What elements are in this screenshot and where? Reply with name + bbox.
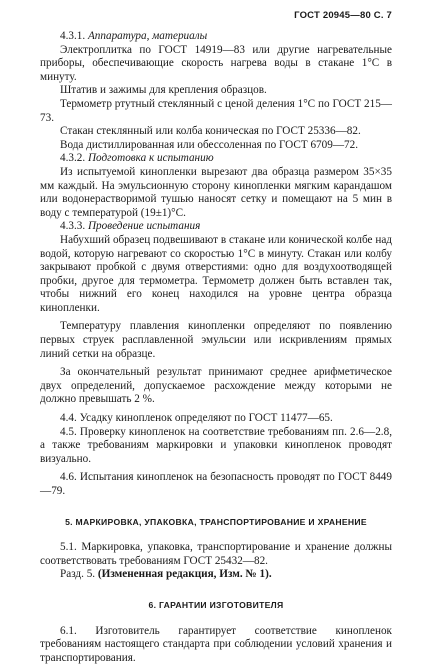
heading-4-3-1 bbox=[40, 30, 392, 44]
paragraph-4-6: 4.6. Испытания кинопленок на безопасность проводят по ГОСТ 8449—79. bbox=[40, 471, 392, 497]
heading-number: 4.3.1. bbox=[60, 30, 86, 42]
page-header: ГОСТ 20945—80 С. 7 bbox=[294, 10, 392, 21]
paragraph-melting-point: Температуру плавления кинопленки определяют по появлению первых струек расплавленной эмульсии или искривлениям прямых линий сетки на образце. bbox=[40, 320, 392, 360]
paragraph-thermometer: Термометр ртутный стеклянный с ценой деления 1°С по ГОСТ 215—73. bbox=[40, 97, 392, 124]
paragraph-glass: Стакан стеклянный или колба коническая по ГОСТ 25336—82. bbox=[60, 125, 361, 138]
paragraph-stand: Штатив и зажимы для крепления образцов. bbox=[60, 84, 267, 97]
heading-4-3-3 bbox=[40, 220, 392, 234]
paragraph-hotplate: Электроплитка по ГОСТ 14919—83 или другие нагревательные приборы, обеспечивающие скорость нагрева воды в стакане 1°С в минуту. bbox=[40, 43, 392, 83]
heading-title: Аппаратура, материалы bbox=[87, 30, 208, 42]
heading-title: Подготовка к испытанию bbox=[87, 152, 214, 165]
paragraph-6-1: 6.1. Изготовитель гарантирует соответствие кинопленок требованиям настоящего стандарта при соблюдении условий хранения и транспортирования. bbox=[40, 624, 392, 664]
paragraph-final-result: За окончательный результат принимают среднее арифметическое двух определений, допускаемое расхождение между которыми не должно превышать 2 %. bbox=[40, 366, 392, 406]
paragraph-procedure: Набухший образец подвешивают в стакане или конической колбе над водой, которую нагревают со скоростью 1°С в минуту. Стакан или колбу закрывают пробкой с двумя отверстиями: одно для воздухоотводящей пробки, другое для термометра. Термометр должен быть вставлен так, чтобы нижний его конец находился на уровне центра образца кинопленки. bbox=[40, 233, 392, 314]
section-6-title: 6. ГАРАНТИИ ИЗГОТОВИТЕЛЯ bbox=[148, 599, 284, 610]
amendment-prefix: Разд. 5. bbox=[60, 568, 96, 581]
paragraph-5-1: 5.1. Маркировка, упаковка, транспортирование и хранение должны соответствовать требованиям ГОСТ 25432—82. bbox=[40, 541, 392, 567]
heading-number: 4.3.3. bbox=[60, 220, 86, 233]
amendment-note: (Измененная редакция, Изм. № 1). bbox=[97, 568, 272, 581]
heading-title: Проведение испытания bbox=[87, 220, 201, 233]
paragraph-preparation: Из испытуемой кинопленки вырезают два образца размером 35×35 мм каждый. На эмульсионную сторону кинопленки мягким карандашом или водонерастворимой тушью наносят сетку и помещают на 5 мин в воду с температурой (19±1)°С. bbox=[40, 165, 392, 219]
section-5-title: 5. МАРКИРОВКА, УПАКОВКА, ТРАНСПОРТИРОВАНИЕ И ХРАНЕНИЕ bbox=[65, 516, 367, 527]
heading-4-3-2 bbox=[40, 152, 392, 166]
document-body bbox=[40, 30, 392, 665]
heading-number: 4.3.2. bbox=[60, 152, 86, 165]
paragraph-5-amendment bbox=[40, 568, 392, 582]
paragraph-4-5: 4.5. Проверку кинопленок на соответствие требованиям пп. 2.6—2.8, а также требованиям маркировки и упаковки кинопленок проводят визуально. bbox=[40, 425, 392, 465]
paragraph-water: Вода дистиллированная или обессоленная по ГОСТ 6709—72. bbox=[60, 138, 358, 151]
paragraph-4-4: 4.4. Усадку кинопленок определяют по ГОСТ 11477—65. bbox=[60, 412, 333, 425]
